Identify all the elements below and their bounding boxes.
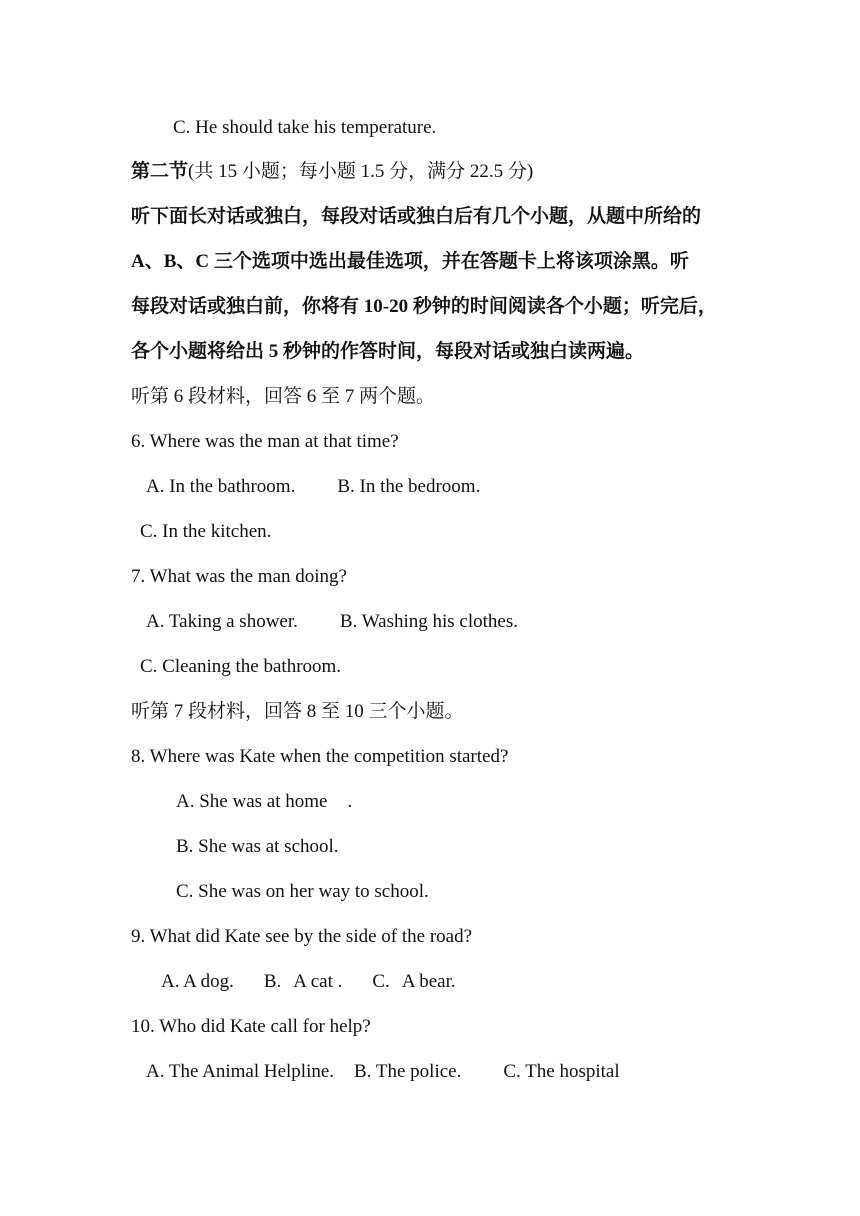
question-9-option-b-letter: B.	[263, 971, 282, 992]
question-9-option-a: A. A dog.	[161, 971, 234, 992]
question-9: 9. What did Kate see by the side of the road?	[131, 926, 473, 947]
material-7-heading: 听第 7 段材料，回答 8 至 10 三个小题。	[131, 701, 464, 722]
question-6-option-b: B. In the bedroom.	[337, 476, 481, 497]
material-6-heading: 听第 6 段材料，回答 6 至 7 两个题。	[131, 386, 436, 407]
question-9-option-c-letter: C.	[372, 971, 390, 992]
question-9-option-c: A bear.	[401, 971, 456, 992]
instructions-line-4: 各个小题将给出 5 秒钟的作答时间，每段对话或独白读两遍。	[131, 341, 645, 362]
question-9-option-b: A cat .	[293, 971, 343, 992]
question-8-option-a	[176, 790, 352, 814]
question-7-options-row	[146, 610, 518, 634]
question-9-options-row	[161, 970, 456, 994]
question-7-option-a: A. Taking a shower.	[146, 611, 298, 632]
question-10-option-b: B. The police.	[354, 1061, 462, 1082]
question-10: 10. Who did Kate call for help?	[131, 1016, 371, 1037]
instructions-line-3: 每段对话或独白前，你将有 10-20 秒钟的时间阅读各个小题；听完后，	[131, 296, 717, 317]
question-8: 8. Where was Kate when the competition started?	[131, 746, 509, 767]
section-heading-detail: (共 15 小题；每小题 1.5 分，满分 22.5 分)	[188, 161, 534, 182]
question-6: 6. Where was the man at that time?	[131, 431, 399, 452]
question-6-option-c: C. In the kitchen.	[140, 521, 272, 542]
question-10-option-c: C. The hospital	[503, 1061, 620, 1082]
question-7: 7. What was the man doing?	[131, 566, 347, 587]
instructions-line-2: A、B、C 三个选项中选出最佳选项，并在答题卡上将该项涂黑。听	[131, 251, 689, 272]
question-5-option-c: C. He should take his temperature.	[173, 117, 437, 138]
question-6-option-a: A. In the bathroom.	[146, 476, 296, 497]
question-8-option-a-text: A. She was at home	[176, 791, 328, 812]
question-6-options-row	[146, 475, 480, 499]
question-10-options-row	[146, 1060, 620, 1084]
instructions-line-1: 听下面长对话或独白，每段对话或独白后有几个小题，从题中所给的	[131, 206, 702, 227]
question-7-option-c: C. Cleaning the bathroom.	[140, 656, 342, 677]
question-8-option-b: B. She was at school.	[176, 836, 339, 857]
question-10-option-a: A. The Animal Helpline.	[146, 1061, 335, 1082]
question-8-option-c: C. She was on her way to school.	[176, 881, 429, 902]
section-heading-title: 第二节	[131, 161, 189, 182]
question-8-option-a-dot: .	[347, 791, 353, 812]
section-heading	[131, 160, 533, 184]
question-7-option-b: B. Washing his clothes.	[339, 611, 518, 632]
